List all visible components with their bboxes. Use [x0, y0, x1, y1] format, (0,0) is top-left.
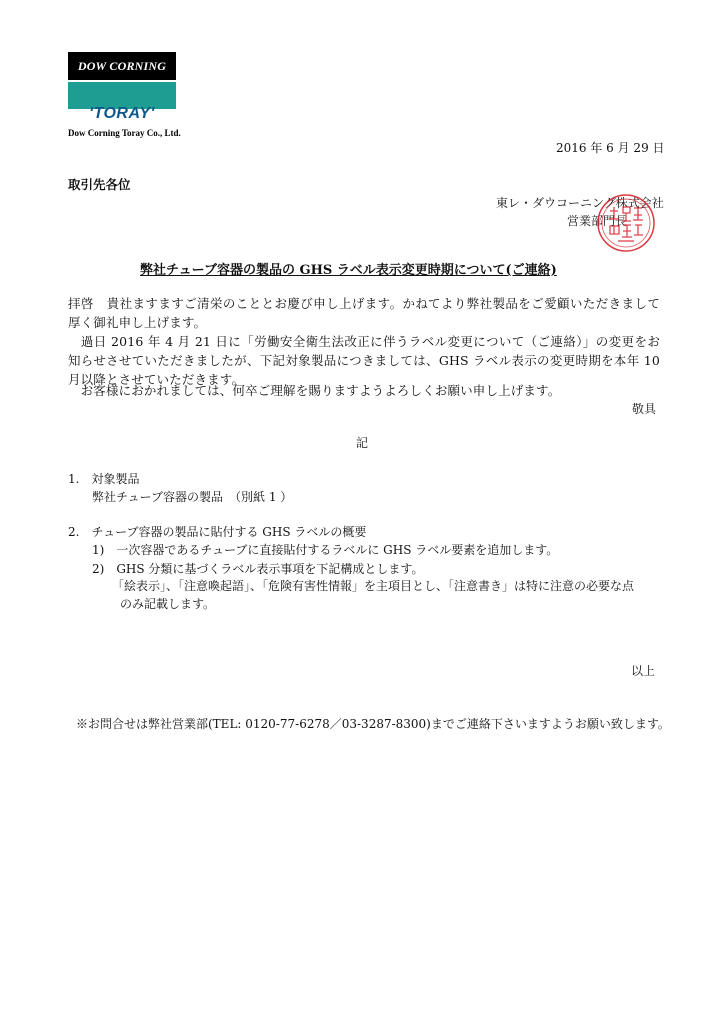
- document-date: 2016 年 6 月 29 日: [556, 141, 665, 155]
- contact-note: ※お問合せは弊社営業部(TEL: 0120-77-6278／03-3287-8300)までご連絡下さいますようお願い致します。: [76, 717, 670, 731]
- item-2-sub-2-detail-1: 「絵表示」、「注意喚起語」、「危険有害性情報」を主項目とし、「注意書き」は特に注意の必要な点: [112, 579, 635, 593]
- sender-department: 営業部門長: [567, 214, 628, 228]
- item-1-detail: 弊社チューブ容器の製品 （別紙 1 ）: [92, 490, 293, 504]
- request-paragraph: お客様におかれましては、何卒ご理解を賜りますようよろしくお願い申し上げます。: [68, 383, 561, 398]
- item-2-sub-1: 1) 一次容器であるチューブに直接貼付するラベルに GHS ラベル要素を追加します。: [92, 543, 559, 557]
- notice-paragraph: 過日 2016 年 4 月 21 日に「労働安全衛生法改正に伴うラベル変更について（ご連絡）」の変更をお知らせさせていただきましたが、下記対象製品につきましては、GHS ラベル表示の変更時期を本年 10 月以降とさせていただきます。: [68, 334, 660, 387]
- ki-heading: 記: [356, 436, 369, 450]
- company-name-logo: Dow Corning Toray Co., Ltd.: [68, 128, 181, 138]
- dow-corning-logo: DOW CORNING: [68, 52, 176, 80]
- sender-company: 東レ・ダウコーニング株式会社: [496, 196, 664, 210]
- company-seal-stamp: [596, 193, 656, 253]
- recipient: 取引先各位: [68, 177, 131, 192]
- closing-ijo: 以上: [631, 664, 656, 678]
- toray-logo: 'TORAY': [89, 105, 155, 122]
- closing-keigu: 敬具: [632, 402, 657, 416]
- document-title: 弊社チューブ容器の製品の GHS ラベル表示変更時期について(ご連絡): [140, 263, 557, 278]
- greeting-paragraph: 拝啓 貴社ますますご清栄のこととお慶び申し上げます。かねてより弊社製品をご愛顧いただきまして厚く御礼申し上げます。: [68, 296, 660, 330]
- item-1-title: 1. 対象製品: [68, 472, 140, 486]
- item-2-sub-2: 2) GHS 分類に基づくラベル表示事項を下記構成とします。: [92, 562, 424, 576]
- item-2-sub-2-detail-2: のみ記載します。: [120, 597, 216, 611]
- item-2-title: 2. チューブ容器の製品に貼付する GHS ラベルの概要: [68, 525, 367, 539]
